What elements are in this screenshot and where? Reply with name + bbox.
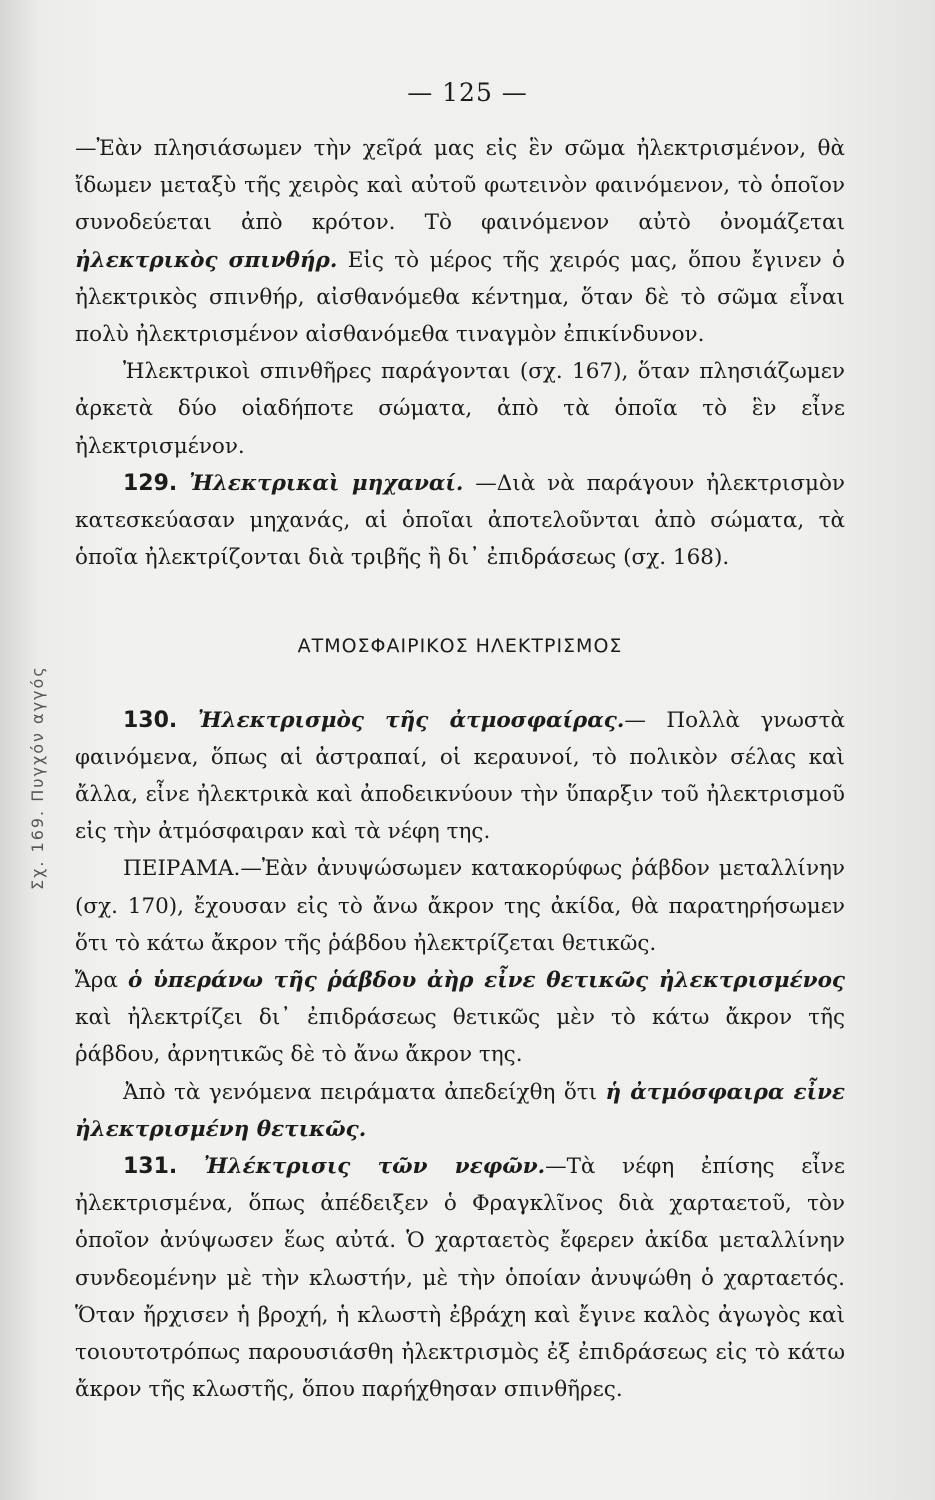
chapter-heading: ΑΤΜΟΣΦΑΙΡΙΚΟΣ ΗΛΕΚΤΡΙΣΜΟΣ xyxy=(297,635,623,658)
paragraph-spark xyxy=(75,130,845,353)
spark-text-rest: Εἰς τὸ μέρος τῆς χειρός μας, ὅπου ἔγινεν ὁ ἠλεκτρικὸς σπινθήρ, αἰσθανόμεθα κέντημα, ὅταν δὲ τὸ σῶμα εἶναι πολὺ ἠλεκτρισμένον αἰσθανόμεθα τιναγμὸν ἐπικίνδυνον. xyxy=(75,247,845,348)
spark-term: ἠλεκτρικὸς σπινθήρ. xyxy=(75,247,338,273)
page-number: — 125 — xyxy=(407,78,528,107)
conclusion-start: Ἄρα xyxy=(75,968,128,994)
section-130 xyxy=(75,702,845,851)
conclusion-term: ὁ ὑπεράνω τῆς ῥάβδου ἀὴρ εἶνε θετικῶς ἠλεκτρισμένος xyxy=(127,968,845,994)
proof-paragraph xyxy=(75,1074,845,1148)
section-130-title: Ἠλεκτρισμὸς τῆς ἀτμοσφαίρας. xyxy=(197,707,625,733)
margin-stamp: Σχ. 169. Πυγχόν αγγός xyxy=(28,665,47,890)
section-129 xyxy=(75,465,845,577)
proof-start: Ἀπὸ τὰ γενόμενα πειράματα ἀπεδείχθη ὅτι xyxy=(123,1079,606,1105)
spark-text: —Ἐὰν πλησιάσωμεν τὴν χεῖρά μας εἰς ἓν σῶμα ἠλεκτρισμένον, θὰ ἴδωμεν μεταξὺ τῆς χειρὸς καὶ αὐτοῦ φωτεινὸν φαινόμενον, τὸ ὁποῖον συνοδεύεται ἀπὸ κρότον. Τὸ φαινόμενον αὐτὸ ὀνομάζεται xyxy=(75,136,845,236)
conclusion-paragraph xyxy=(75,962,845,1074)
section-129-title: Ἠλεκτρικαὶ μηχαναί. xyxy=(189,470,464,496)
section-129-text: —Διὰ νὰ παράγουν ἠλεκτρισμὸν κατεσκεύασαν μηχανάς, αἱ ὁποῖαι ἀποτελοῦνται ἀπὸ σώματα, τὰ ὁποῖα ἠλεκτρίζονται διὰ τριβῆς ἢ δι᾿ ἐπιδράσεως (σχ. 168). xyxy=(75,470,845,571)
experiment-paragraph xyxy=(75,850,845,962)
experiment-text: —Ἐὰν ἀνυψώσωμεν κατακορύφως ῥάβδον μεταλλίνην (σχ. 170), ἔχουσαν εἰς τὸ ἄνω ἄκρον της ἀκίδα, θὰ παρατηρήσωμεν ὅτι τὸ κάτω ἄκρον τῆς ῥάβδου ἠλεκτρίζεται θετικῶς. xyxy=(75,856,845,956)
body-text xyxy=(75,130,845,1409)
proof-term: ἡ ἀτμόσφαιρα εἶνε ἠλεκτρισμένη θετικῶς. xyxy=(75,1079,846,1142)
section-130-number: 130. xyxy=(123,707,178,733)
paragraph-sparks-produced: Ἠλεκτρικοὶ σπινθῆρες παράγονται (σχ. 167), ὅταν πλησιάζωμεν ἀρκετὰ δύο οἱαδήποτε σώματα, ἀπὸ τὰ ὁποῖα τὸ ἓν εἶνε ἠλεκτρισμένον. xyxy=(75,359,845,459)
section-131 xyxy=(75,1148,845,1408)
section-131-text: —Τὰ νέφη ἐπίσης εἶνε ἠλεκτρισμένα, ὅπως ἀπέδειξεν ὁ Φραγκλῖνος διὰ χαρταετοῦ, τὸν ὁποῖον ἀνύψωσεν ἕως αὐτά. Ὁ χαρταετὸς ἔφερεν ἀκίδα μεταλλίνην συνδεομένην μὲ τὴν κλωστήν, μὲ τὴν ὁποίαν ἀνυψώθη ὁ χαρταετός. Ὅταν ἤρχισεν ἡ βροχή, ἡ κλωστὴ ἐβράχη καὶ ἔγινε καλὸς ἀγωγὸς καὶ τοιουτοτρόπως παρουσιάσθη ἠλεκτρισμὸς ἐξ ἐπιδράσεως εἰς τὸ κάτω ἄκρον τῆς κλωστῆς, ὅπου παρήχθησαν σπινθῆρες. xyxy=(75,1154,845,1403)
section-129-number: 129. xyxy=(123,470,178,496)
section-130-text: — Πολλὰ γνωστὰ φαινόμενα, ὅπως αἱ ἀστραπαί, οἱ κεραυνοί, τὸ πολικὸν σέλας καὶ ἄλλα, εἶνε ἠλεκτρικὰ καὶ ἀποδεικνύουν τὴν ὕπαρξιν τοῦ ἠλεκτρισμοῦ εἰς τὴν ἀτμόσφαιραν καὶ τὰ νέφη της. xyxy=(75,707,845,845)
section-131-title: Ἠλέκτρισις τῶν νεφῶν. xyxy=(203,1154,546,1180)
experiment-label: ΠΕΙΡΑΜΑ. xyxy=(123,856,241,882)
conclusion-rest: καὶ ἠλεκτρίζει δι᾿ ἐπιδράσεως θετικῶς μὲν τὸ κάτω ἄκρον τῆς ῥάβδου, ἀρνητικῶς δὲ τὸ ἄνω ἄκρον της. xyxy=(75,1005,845,1068)
section-131-number: 131. xyxy=(123,1154,178,1180)
